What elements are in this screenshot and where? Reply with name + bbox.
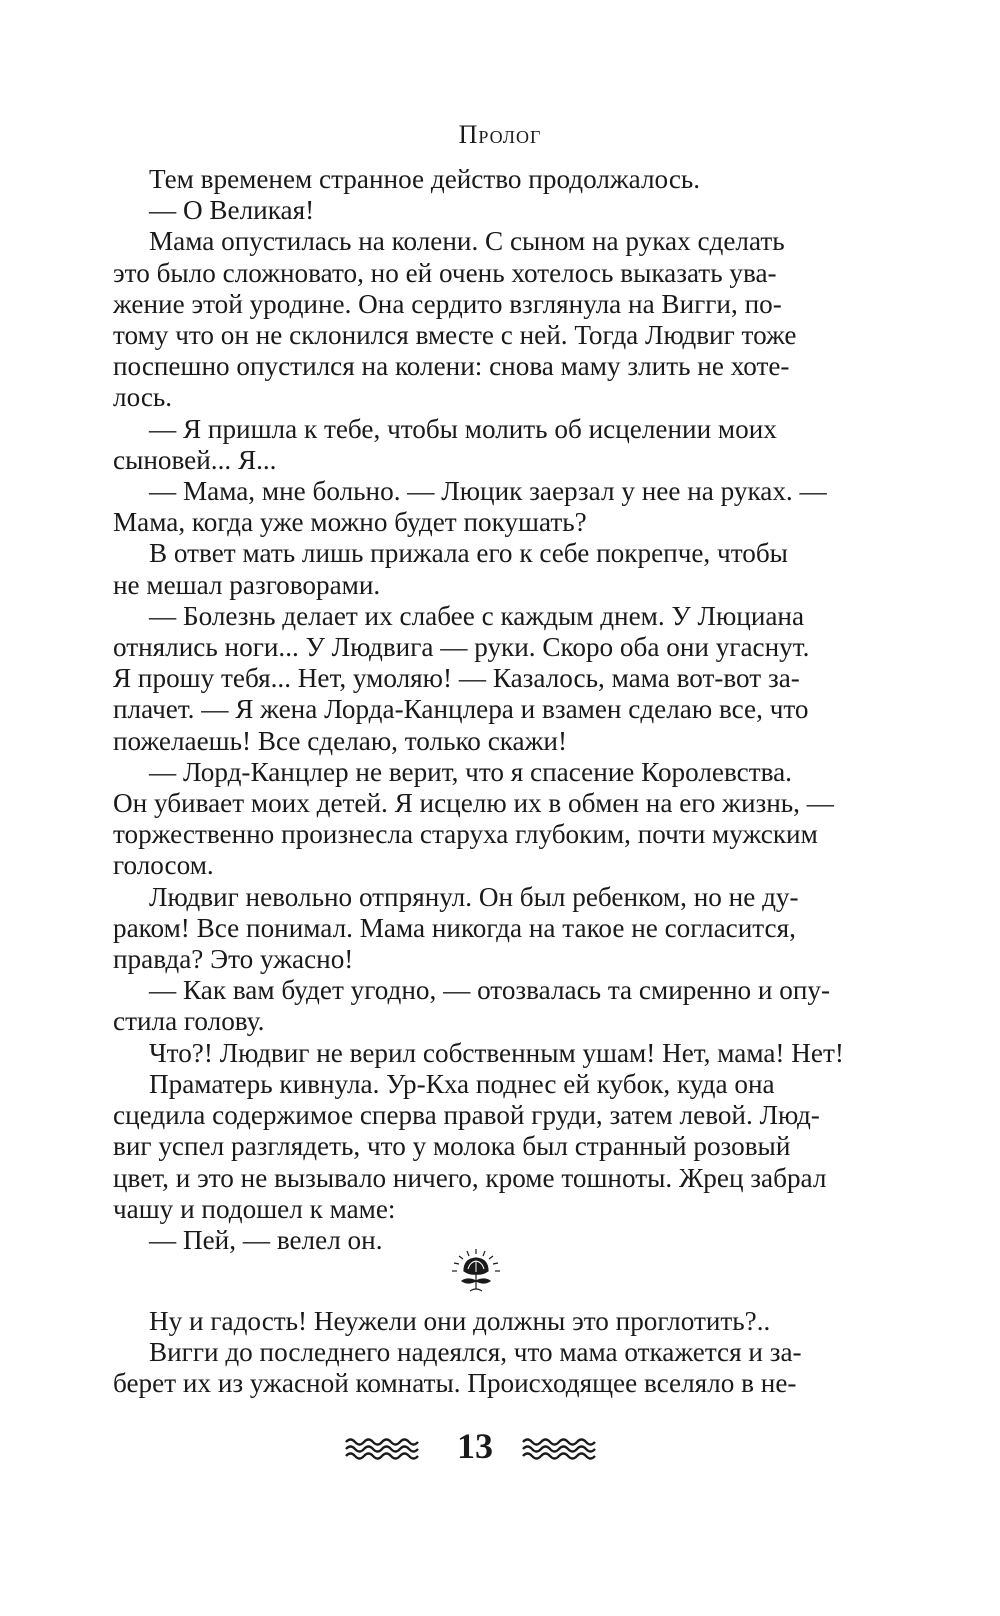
body-text-section-1 xyxy=(113,164,886,1256)
paragraph: Ну и гадость! Неужели они должны это проглотить?.. xyxy=(149,1306,771,1336)
wave-ornament-icon xyxy=(522,1436,597,1460)
body-text-section-2 xyxy=(113,1306,886,1400)
paragraph: Людвиг невольно отпрянул. Он был ребенком, но не ду- раком! Все понимал. Мама никогда на такое не согласится, правда? Это ужасно! xyxy=(113,881,799,975)
running-head: Пролог xyxy=(458,120,542,149)
paragraph: Праматерь кивнула. Ур-Кха поднес ей кубок, куда она сцедила содержимое сперва правой груди, затем левой. Люд- виг успел разглядеть, что у молока был странный розовый цвет, и это не вызывало ничего, кроме тошноты. Жрец забрал чашу и подошел к маме: xyxy=(113,1068,827,1224)
paragraph: — Мама, мне больно. — Люцик заерзал у нее на руках. — Мама, когда уже можно будет покушать? xyxy=(113,476,827,538)
wave-ornament-icon xyxy=(345,1436,420,1460)
paragraph: Мама опустилась на колени. С сыном на руках сделать это было сложновато, но ей очень хотелось выказать ува- жение этой уродине. Она сердито взглянула на Вигги, по- тому что он не склонился вместе с ней. Тогда Людвиг тоже поспешно опустился на колени: снова маму злить не хоте- лось. xyxy=(113,226,797,413)
paragraph: — Лорд-Канцлер не верит, что я спасение Королевства. Он убивает моих детей. Я исцелю их в обмен на его жизнь, — торжественно произнесла старуха глубоким, почти мужским голосом. xyxy=(113,756,834,881)
paragraph: Вигги до последнего надеялся, что мама откажется и за- берет их из ужасной комнаты. Происходящее вселяло в не- xyxy=(113,1337,802,1399)
paragraph: — Пей, — велел он. xyxy=(149,1224,383,1255)
paragraph: Тем временем странное действо продолжалось. xyxy=(149,164,701,194)
paragraph: — Болезнь делает их слабее с каждым днем. У Люциана отнялись ноги... У Людвига — руки. Скоро оба они угаснут. Я прошу тебя... Нет, умоляю! — Казалось, мама вот-вот за- плачет. — Я жена Лорда-Канцлера и взамен сделаю все, что пожелаешь! Все сделаю, только скажи! xyxy=(113,600,810,756)
paragraph: Что?! Людвиг не верил собственным ушам! Нет, мама! Нет! xyxy=(149,1037,844,1068)
paragraph: — Я пришла к тебе, чтобы молить об исцелении моих сыновей... Я... xyxy=(113,413,777,475)
paragraph: — О Великая! xyxy=(149,195,315,226)
paragraph: — Как вам будет угодно, — отозвалась та смиренно и опу- стила голову. xyxy=(113,975,831,1037)
page-footer xyxy=(0,1424,1000,1474)
page-number: 13 xyxy=(457,1426,493,1466)
flower-ornament-icon xyxy=(440,1247,512,1295)
paragraph: В ответ мать лишь прижала его к себе покрепче, чтобы не мешал разговорами. xyxy=(113,538,788,600)
